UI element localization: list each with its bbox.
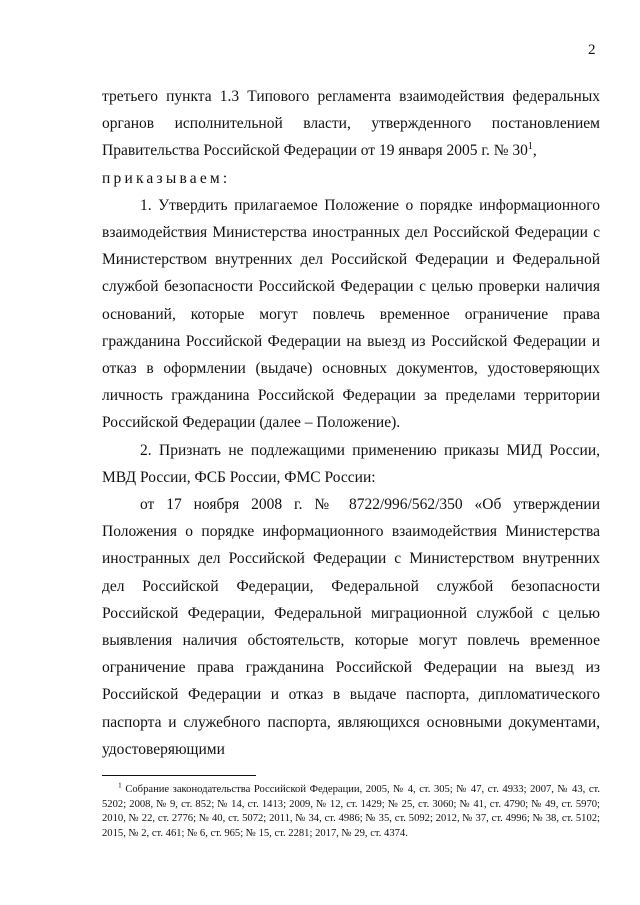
footnote-text: Собрание законодательства Российской Федерации, 2005, № 4, ст. 305; № 47, ст. 4933; 2007, № 43, ст. 5202; 2008, № 9, ст. 852; № 14, ст. 1413; 2009, № 12, ст. 1429; № 25, ст. 3060; № 41, ст. 4790; № 49, ст. 5970; 2010, № 22, ст. 2776; № 40, ст. 5072; 2011, № 34, ст. 4986; № 35, ст. 5092; 2012, № 37, ст. 4996; № 38, ст. 5102; 2015, № 2, ст. 461; № 6, ст. 965; № 15, ст. 2281; 2017, № 29, ст. 4374. <box>102 784 601 840</box>
footnote-reference: 1 <box>527 141 533 153</box>
paragraph-item-2: 2. Признать не подлежащими применению приказы МИД России, МВД России, ФСБ России, ФМС России: <box>102 441 600 486</box>
footnote-separator <box>102 775 256 776</box>
paragraph-order-2008: от 17 ноября 2008 г. № 8722/996/562/350 «Об утверждении Положения о порядке информационного взаимодействия Министерства иностранных дел Российской Федерации с Министерством внутренних дел Российской Федерации, Федеральной службой безопасности Российской Федерации, Федеральной миграционной службой с целью выявления наличия обстоятельств, которые могут повлечь временное ограничение права гражданина Российской Федерации на выезд из Российской Федерации и отказ в выдаче паспорта, дипломатического паспорта и служебного паспорта, являющихся основными документами, удостоверяющими <box>102 496 600 758</box>
paragraph-preamble-end <box>102 83 600 165</box>
footnote <box>102 780 601 842</box>
paragraph-text: , <box>532 142 537 160</box>
paragraph-text: третьего пункта 1.3 Типового регламента взаимодействия федеральных органов исполнительной власти, утвержденного постановлением Правительства Российской Федерации от 19 января 2005 г. № 30 <box>102 88 600 160</box>
page-number: 2 <box>588 42 596 58</box>
paragraph-item-1: 1. Утвердить прилагаемое Положение о порядке информационного взаимодействия Министерства иностранных дел Российской Федерации с Министерством внутренних дел Российской Федерации и Федеральной службой безопасности Российской Федерации с целью проверки наличия оснований, которые могут повлечь временное ограничение права гражданина Российской Федерации на выезд из Российской Федерации и отказ в оформлении (выдаче) основных документов, удостоверяющих личность гражданина Российской Федерации за пределами территории Российской Федерации (далее – Положение). <box>102 196 600 432</box>
paragraph-order-word: приказываем: <box>102 169 231 187</box>
footnote-number: 1 <box>118 780 122 790</box>
body-text <box>102 83 600 763</box>
